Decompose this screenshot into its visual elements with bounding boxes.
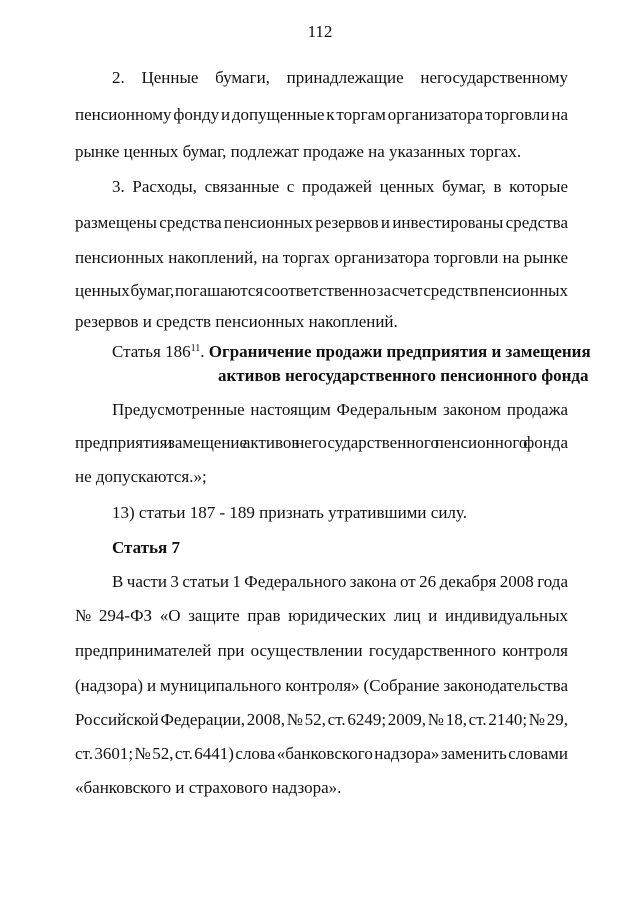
page-number: 112 bbox=[307, 22, 333, 41]
text-line: рынке ценных бумаг, подлежат продаже на указанных торгах. bbox=[75, 142, 522, 161]
article-186-heading bbox=[112, 342, 592, 362]
article-7-heading: Статья 7 bbox=[112, 538, 180, 557]
text-line: «банковского и страхового надзора». bbox=[75, 778, 342, 797]
text-line: размещены средства пенсионных резервов и инвестированы средства bbox=[75, 213, 568, 232]
article-title: Ограничение продажи предприятия и замещения bbox=[208, 342, 591, 361]
text-line: В части 3 статьи 1 Федерального закона от 26 декабря 2008 года bbox=[112, 572, 568, 591]
article-superscript: 11 bbox=[190, 343, 201, 354]
article-title-line-2: активов негосударственного пенсионного фонда bbox=[218, 366, 589, 385]
text-line: (надзора) и муниципального контроля» (Собрание законодательства bbox=[75, 676, 568, 695]
text-line: резервов и средств пенсионных накоплений. bbox=[75, 312, 398, 331]
text-line: не допускаются.»; bbox=[75, 467, 207, 486]
text-line: предприятия и замещение активов негосударственного пенсионного фонда bbox=[75, 433, 568, 452]
text-line: 3. Расходы, связанные с продажей ценных бумаг, в которые bbox=[112, 177, 568, 196]
text-line: 2. Ценные бумаги, принадлежащие негосударственному bbox=[112, 68, 568, 87]
article-dot: . bbox=[200, 342, 205, 361]
text-line: пенсионных накоплений, на торгах организатора торговли на рынке bbox=[75, 248, 568, 267]
text-line: Российской Федерации, 2008, № 52, ст. 6249; 2009, № 18, ст. 2140; № 29, bbox=[75, 710, 568, 729]
article-label: Статья 186 bbox=[112, 342, 191, 361]
text-line: ст. 3601; № 52, ст. 6441) слова «банковского надзора» заменить словами bbox=[75, 744, 568, 763]
item-13: 13) статьи 187 - 189 признать утратившими силу. bbox=[112, 503, 467, 522]
text-line: пенсионному фонду и допущенные к торгам организатора торговли на bbox=[75, 105, 568, 124]
text-line: Предусмотренные настоящим Федеральным законом продажа bbox=[112, 400, 568, 419]
text-line: предпринимателей при осуществлении государственного контроля bbox=[75, 641, 568, 660]
text-line: ценных бумаг, погашаются соответственно за счет средств пенсионных bbox=[75, 281, 568, 300]
text-line: № 294-ФЗ «О защите прав юридических лиц и индивидуальных bbox=[75, 606, 568, 625]
